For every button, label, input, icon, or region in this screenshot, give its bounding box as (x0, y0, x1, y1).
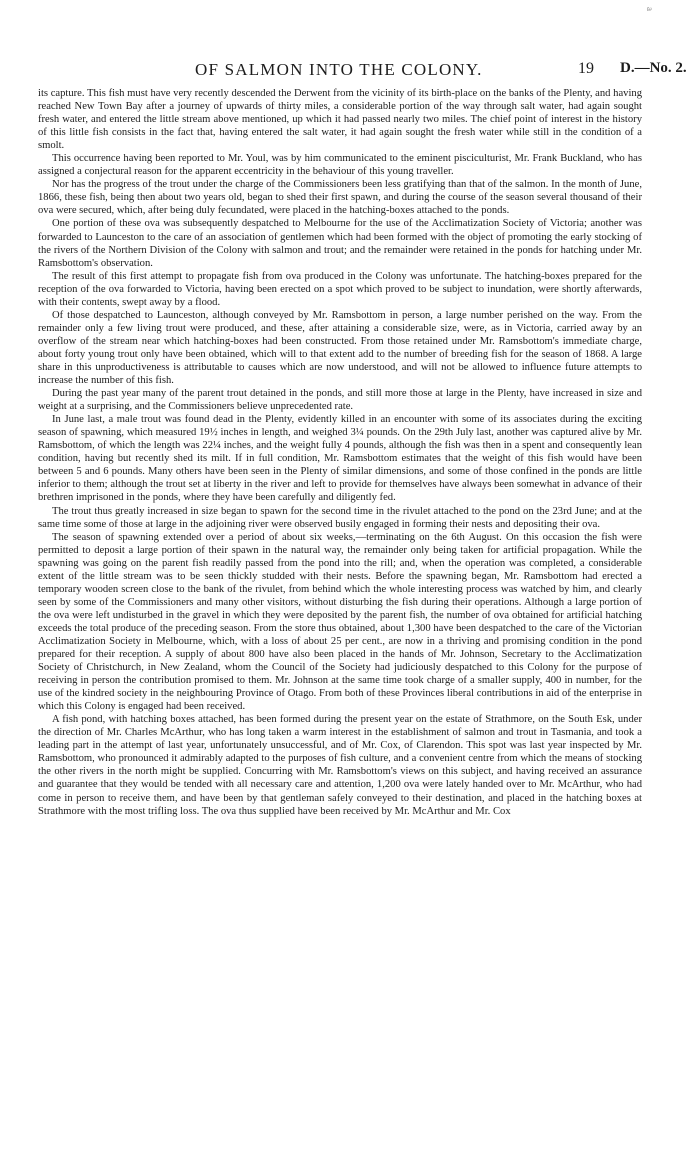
corner-mark: a (645, 7, 655, 11)
paragraph-2: This occurrence having been reported to Mr. Youl, was by him communicated to the eminent pisciculturist, Mr. Frank Buckland, who has assigned a conjectural reason for the apparent eccentricity in the behaviour of this young traveller. (38, 153, 642, 178)
paragraph-9: The trout thus greatly increased in size began to spawn for the second time in the rivulet attached to the pond on the 23rd June; and at the same time some of those at large in the adjoining river were observed busily engaged in forming their nests and depositing their ova. (38, 505, 642, 530)
paragraph-3: Nor has the progress of the trout under the charge of the Commissioners been less gratifying than that of the salmon. In the month of June, 1866, these fish, being then about two years old, began to shed their first spawn, and during the course of the season several thousand of their ova were secured, which, after being duly fecundated, were placed in the hatching-boxes attached to the ponds. (38, 179, 642, 217)
body-text (38, 87, 642, 818)
document-reference: D.—No. 2. (620, 60, 687, 76)
paragraph-4: One portion of these ova was subsequently despatched to Melbourne for the use of the Acclimatization Society of Victoria; another was forwarded to Launceston to the care of an association of gentlemen which had been formed with the object of promoting the early stocking of the rivers of the Northern Division of the Colony with salmon and trout; and the remainder were retained in the ponds for hatching under Mr. Ramsbottom's observation. (38, 218, 642, 269)
paragraph-7: During the past year many of the parent trout detained in the ponds, and still more those at large in the Plenty, have increased in size and weight at a surprising, and the Commissioners believe unprecedented rate. (38, 388, 642, 413)
running-title: OF SALMON INTO THE COLONY. (195, 60, 483, 79)
paragraph-5: The result of this first attempt to propagate fish from ova produced in the Colony was unfortunate. The hatching-boxes prepared for the reception of the ova forwarded to Victoria, having been erected on a spot which proved to be subject to inundation, were shortly afterwards, with their contents, swept away by a flood. (38, 270, 642, 308)
paragraph-10: The season of spawning extended over a period of about six weeks,—terminating on the 6th August. On this occasion the fish were permitted to deposit a large portion of their spawn in the natural way, the remainder only being taken for artificial propagation. While the spawning was going on the parent fish readily passed from the pond into the rill; and, when the operation was completed, a considerable extent of the little stream was to be seen thickly studded with their nests. Before the spawning began, Mr. Ramsbottom had erected a temporary wooden screen close to the bank of the rivulet, from behind which the whole interesting process was watched by him, and clearly seen by some of the Commissioners and many other visitors, without disturbing the fish during their operations. Although a large portion of the ova were left undisturbed in the gravel in which they were deposited by the parent fish, the number of ova obtained for artificial hatching exceeds the total produce of the preceding season. From the store thus obtained, about 1,300 have been despatched to the care of the Victorian Acclimatization Society in Melbourne, which, with a loss of about 25 per cent., are now in a thriving and promising condition in the pond prepared for their reception. A supply of about 800 have also been placed in the hands of Mr. Johnson, Secretary to the Acclimatization Society of Christchurch, in New Zealand, whom the Council of the Society had judiciously despatched to this Colony for the purpose of receiving in person the contribution promised to them. Mr. Johnson at the same time took charge of a smaller supply, 400 in number, for the use of the kindred society in the neighbouring Province of Otago. From both of these Provinces liberal contributions in aid of the enterprise in which this Colony is engaged had been received. (38, 531, 642, 713)
paragraph-11: A fish pond, with hatching boxes attached, has been formed during the present year on the estate of Strathmore, on the South Esk, under the direction of Mr. Charles McArthur, who has long taken a warm interest in the establishment of salmon and trout in Tasmania, and took a leading part in the attempt of last year, unfortunately unsuccessful, and of Mr. Cox, of Clarendon. This spot was last year inspected by Mr. Ramsbottom, who pronounced it admirably adapted to the purposes of fish culture, and a convenient centre from which the means of stocking the other rivers in the north might be supplied. Concurring with Mr. Ramsbottom's views on this subject, and having received an assurance and guarantee that they would be tended with all necessary care and attention, 1,200 ova were lately handed over to Mr. McArthur, who had come in person to receive them, and have been by that gentleman safely conveyed to their destination, and placed in the hatching boxes at Strathmore with the most trifling loss. The ova thus supplied have been received by Mr. McArthur and Mr. Cox (38, 714, 642, 817)
paragraph-8: In June last, a male trout was found dead in the Plenty, evidently killed in an encounter with some of its associates during the exciting season of spawning, which measured 19½ inches in length, and weighed 3¼ pounds. On the 29th July last, another was captured alive by Mr. Ramsbottom, of which the length was 22¼ inches, and the weight fully 4 pounds, although the fish was then in a spent and consequently lean condition, having but recently shed its milt. If in full condition, Mr. Ramsbottom estimates that the weight of this fish would have been between 5 and 6 pounds. Many others have been seen in the Plenty of similar dimensions, and some of those confined in the ponds are little inferior to them; although the trout set at liberty in the river and left to provide for themselves have always been somewhat in advance of their brethren imprisoned in the ponds, where they have been carefully and diligently fed. (38, 414, 642, 504)
paragraph-6: Of those despatched to Launceston, although conveyed by Mr. Ramsbottom in person, a large number perished on the way. From the remainder only a few living trout were produced, and these, after attaining a considerable size, were, as in Victoria, carried away by an overflow of the stream near which hatching-boxes had been constructed. From those retained under Mr. Ramsbottom's immediate charge, about forty young trout only have been obtained, which will to that extent add to the number of breeding fish for the season of 1868. A large share in this unproductiveness is attributable to causes which are now understood, and will not be allowed to influence future attempts to increase the number of this fish. (38, 309, 642, 387)
page-header (0, 60, 700, 82)
page-number: 19 (578, 60, 594, 77)
paragraph-1: its capture. This fish must have very recently descended the Derwent from the vicinity of its birth-place on the banks of the Plenty, and having reached New Town Bay after a journey of upwards of thirty miles, a considerable portion of the way through salt water, had again sought fresh water, and entered the little stream above mentioned, up which it had passed nearly two miles. The chief point of interest in the history of this little fish consists in the fact that, having entered the salt water, it had again sought the fresh water while still in the condition of a smolt. (38, 88, 642, 152)
